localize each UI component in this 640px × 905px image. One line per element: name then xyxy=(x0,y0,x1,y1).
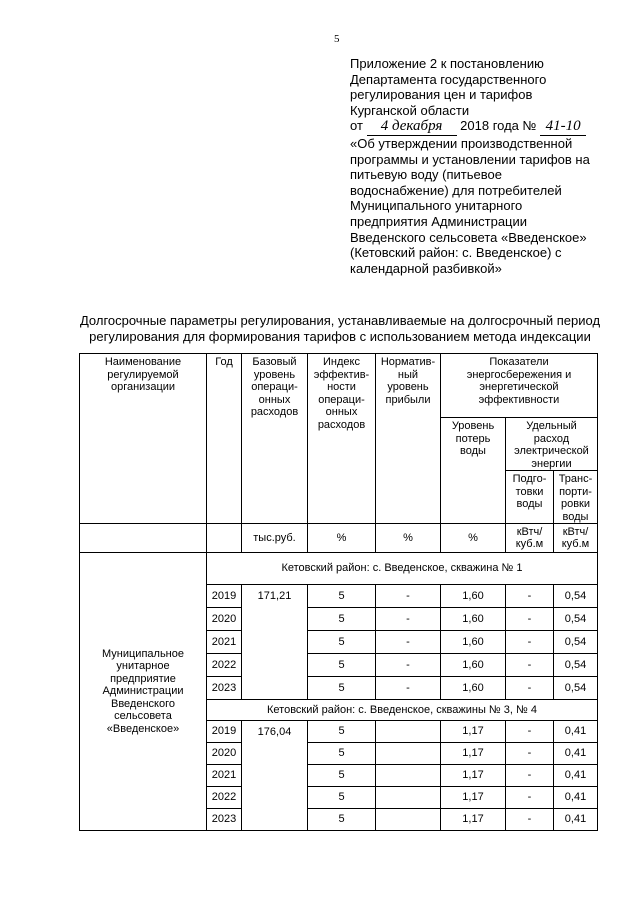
year-cell: 2023 xyxy=(207,809,242,831)
prep-cell: - xyxy=(506,631,554,654)
index-cell: 5 xyxy=(308,631,376,654)
appendix-block xyxy=(350,56,612,276)
header-specific-consumption: Удельный расход электрической энергии xyxy=(506,418,598,471)
loss-cell: 1,17 xyxy=(441,765,506,787)
year-cell: 2023 xyxy=(207,677,242,700)
year-cell: 2019 xyxy=(207,721,242,743)
profit-cell: - xyxy=(376,585,441,608)
unit-base-level: тыс.руб. xyxy=(242,524,308,553)
index-cell: 5 xyxy=(308,608,376,631)
units-empty-cell xyxy=(207,524,242,553)
loss-cell: 1,17 xyxy=(441,809,506,831)
unit-preparation: кВтч/ куб.м xyxy=(506,524,554,553)
header-transport: Транс-порти-ровки воды xyxy=(554,471,598,524)
year-cell: 2021 xyxy=(207,631,242,654)
appendix-title-line: водоснабжение) для потребителей xyxy=(350,182,562,198)
appendix-line: Курганской области xyxy=(350,102,470,118)
profit-cell: - xyxy=(376,631,441,654)
appendix-title-line: «Об утверждении производственной xyxy=(350,135,573,151)
transport-cell: 0,41 xyxy=(554,809,598,831)
loss-cell: 1,60 xyxy=(441,654,506,677)
profit-cell xyxy=(376,743,441,765)
index-cell: 5 xyxy=(308,677,376,700)
appendix-title-line: предприятия Администрации xyxy=(350,213,528,229)
appendix-line: Департамента государственного xyxy=(350,71,547,87)
transport-cell: 0,54 xyxy=(554,654,598,677)
transport-cell: 0,54 xyxy=(554,677,598,700)
header-org-name: Наименование регулируемой организации xyxy=(80,354,207,524)
loss-cell: 1,60 xyxy=(441,608,506,631)
loss-cell: 1,17 xyxy=(441,721,506,743)
transport-cell: 0,41 xyxy=(554,743,598,765)
header-preparation: Подго-товки воды xyxy=(506,471,554,524)
transport-cell: 0,54 xyxy=(554,631,598,654)
header-base-level: Базовый уровень операци-онных расходов xyxy=(242,354,308,524)
document-heading xyxy=(70,313,610,345)
heading-line: регулирования для формирования тарифов с использованием метода индексации xyxy=(89,329,591,344)
transport-cell: 0,41 xyxy=(554,721,598,743)
loss-cell: 1,17 xyxy=(441,743,506,765)
year-cell: 2021 xyxy=(207,765,242,787)
loss-cell: 1,60 xyxy=(441,585,506,608)
index-cell: 5 xyxy=(308,787,376,809)
appendix-title-line: Муниципального унитарного xyxy=(350,198,523,214)
units-empty-cell xyxy=(80,524,207,553)
index-cell: 5 xyxy=(308,743,376,765)
prep-cell: - xyxy=(506,721,554,743)
index-cell: 5 xyxy=(308,765,376,787)
index-cell: 5 xyxy=(308,721,376,743)
appendix-title-line: (Кетовский район: с. Введенское) с xyxy=(350,245,562,261)
transport-cell: 0,54 xyxy=(554,608,598,631)
appendix-title-line: календарной разбивкой» xyxy=(350,260,502,276)
appendix-title-line: программы и установлении тарифов на xyxy=(350,151,590,167)
appendix-title-line: Введенского сельсовета «Введенское» xyxy=(350,229,587,245)
index-cell: 5 xyxy=(308,809,376,831)
organization-name: Муниципальное унитарное предприятие Администрации Введенского сельсовета «Введенское» xyxy=(80,553,207,831)
year-cell: 2020 xyxy=(207,743,242,765)
profit-cell xyxy=(376,765,441,787)
transport-cell: 0,41 xyxy=(554,787,598,809)
header-efficiency-index: Индекс эффектив-ности операци-онных расходов xyxy=(308,354,376,524)
profit-cell xyxy=(376,721,441,743)
base-level-cell: 176,04 xyxy=(242,721,308,831)
loss-cell: 1,60 xyxy=(441,631,506,654)
prep-cell: - xyxy=(506,585,554,608)
unit-water-loss: % xyxy=(441,524,506,553)
prep-cell: - xyxy=(506,809,554,831)
unit-efficiency-index: % xyxy=(308,524,376,553)
header-water-loss: Уровень потерь воды xyxy=(441,418,506,524)
parameters-table xyxy=(79,353,598,831)
transport-cell: 0,54 xyxy=(554,585,598,608)
heading-line: Долгосрочные параметры регулирования, устанавливаемые на долгосрочный период xyxy=(79,313,601,328)
year-text: 2018 года № xyxy=(460,118,537,134)
loss-cell: 1,60 xyxy=(441,677,506,700)
prep-cell: - xyxy=(506,677,554,700)
profit-cell: - xyxy=(376,677,441,700)
handwritten-date: 4 декабря xyxy=(367,119,457,136)
unit-transport: кВтч/ куб.м xyxy=(554,524,598,553)
from-prefix: от xyxy=(350,118,363,134)
page-number: 5 xyxy=(334,33,340,45)
header-year: Год xyxy=(207,354,242,524)
transport-cell: 0,41 xyxy=(554,765,598,787)
appendix-title-line: питьевую воду (питьевое xyxy=(350,167,502,183)
profit-cell: - xyxy=(376,654,441,677)
appendix-line: регулирования цен и тарифов xyxy=(350,87,533,103)
profit-cell: - xyxy=(376,608,441,631)
prep-cell: - xyxy=(506,743,554,765)
base-level-cell: 171,21 xyxy=(242,585,308,700)
unit-normative-profit: % xyxy=(376,524,441,553)
year-cell: 2020 xyxy=(207,608,242,631)
prep-cell: - xyxy=(506,787,554,809)
year-cell: 2022 xyxy=(207,787,242,809)
handwritten-number: 41-10 xyxy=(540,119,586,136)
loss-cell: 1,17 xyxy=(441,787,506,809)
prep-cell: - xyxy=(506,608,554,631)
appendix-date-line xyxy=(350,118,612,136)
header-energy-indicators: Показатели энергосбережения и энергетической эффективности xyxy=(441,354,598,418)
prep-cell: - xyxy=(506,654,554,677)
index-cell: 5 xyxy=(308,585,376,608)
profit-cell xyxy=(376,809,441,831)
header-normative-profit: Норматив-ный уровень прибыли xyxy=(376,354,441,524)
year-cell: 2019 xyxy=(207,585,242,608)
prep-cell: - xyxy=(506,765,554,787)
section-title: Кетовский район: с. Введенское, скважина № 1 xyxy=(207,553,598,585)
appendix-line: Приложение 2 к постановлению xyxy=(350,56,544,71)
year-cell: 2022 xyxy=(207,654,242,677)
section-title: Кетовский район: с. Введенское, скважины № 3, № 4 xyxy=(207,700,598,721)
profit-cell xyxy=(376,787,441,809)
index-cell: 5 xyxy=(308,654,376,677)
